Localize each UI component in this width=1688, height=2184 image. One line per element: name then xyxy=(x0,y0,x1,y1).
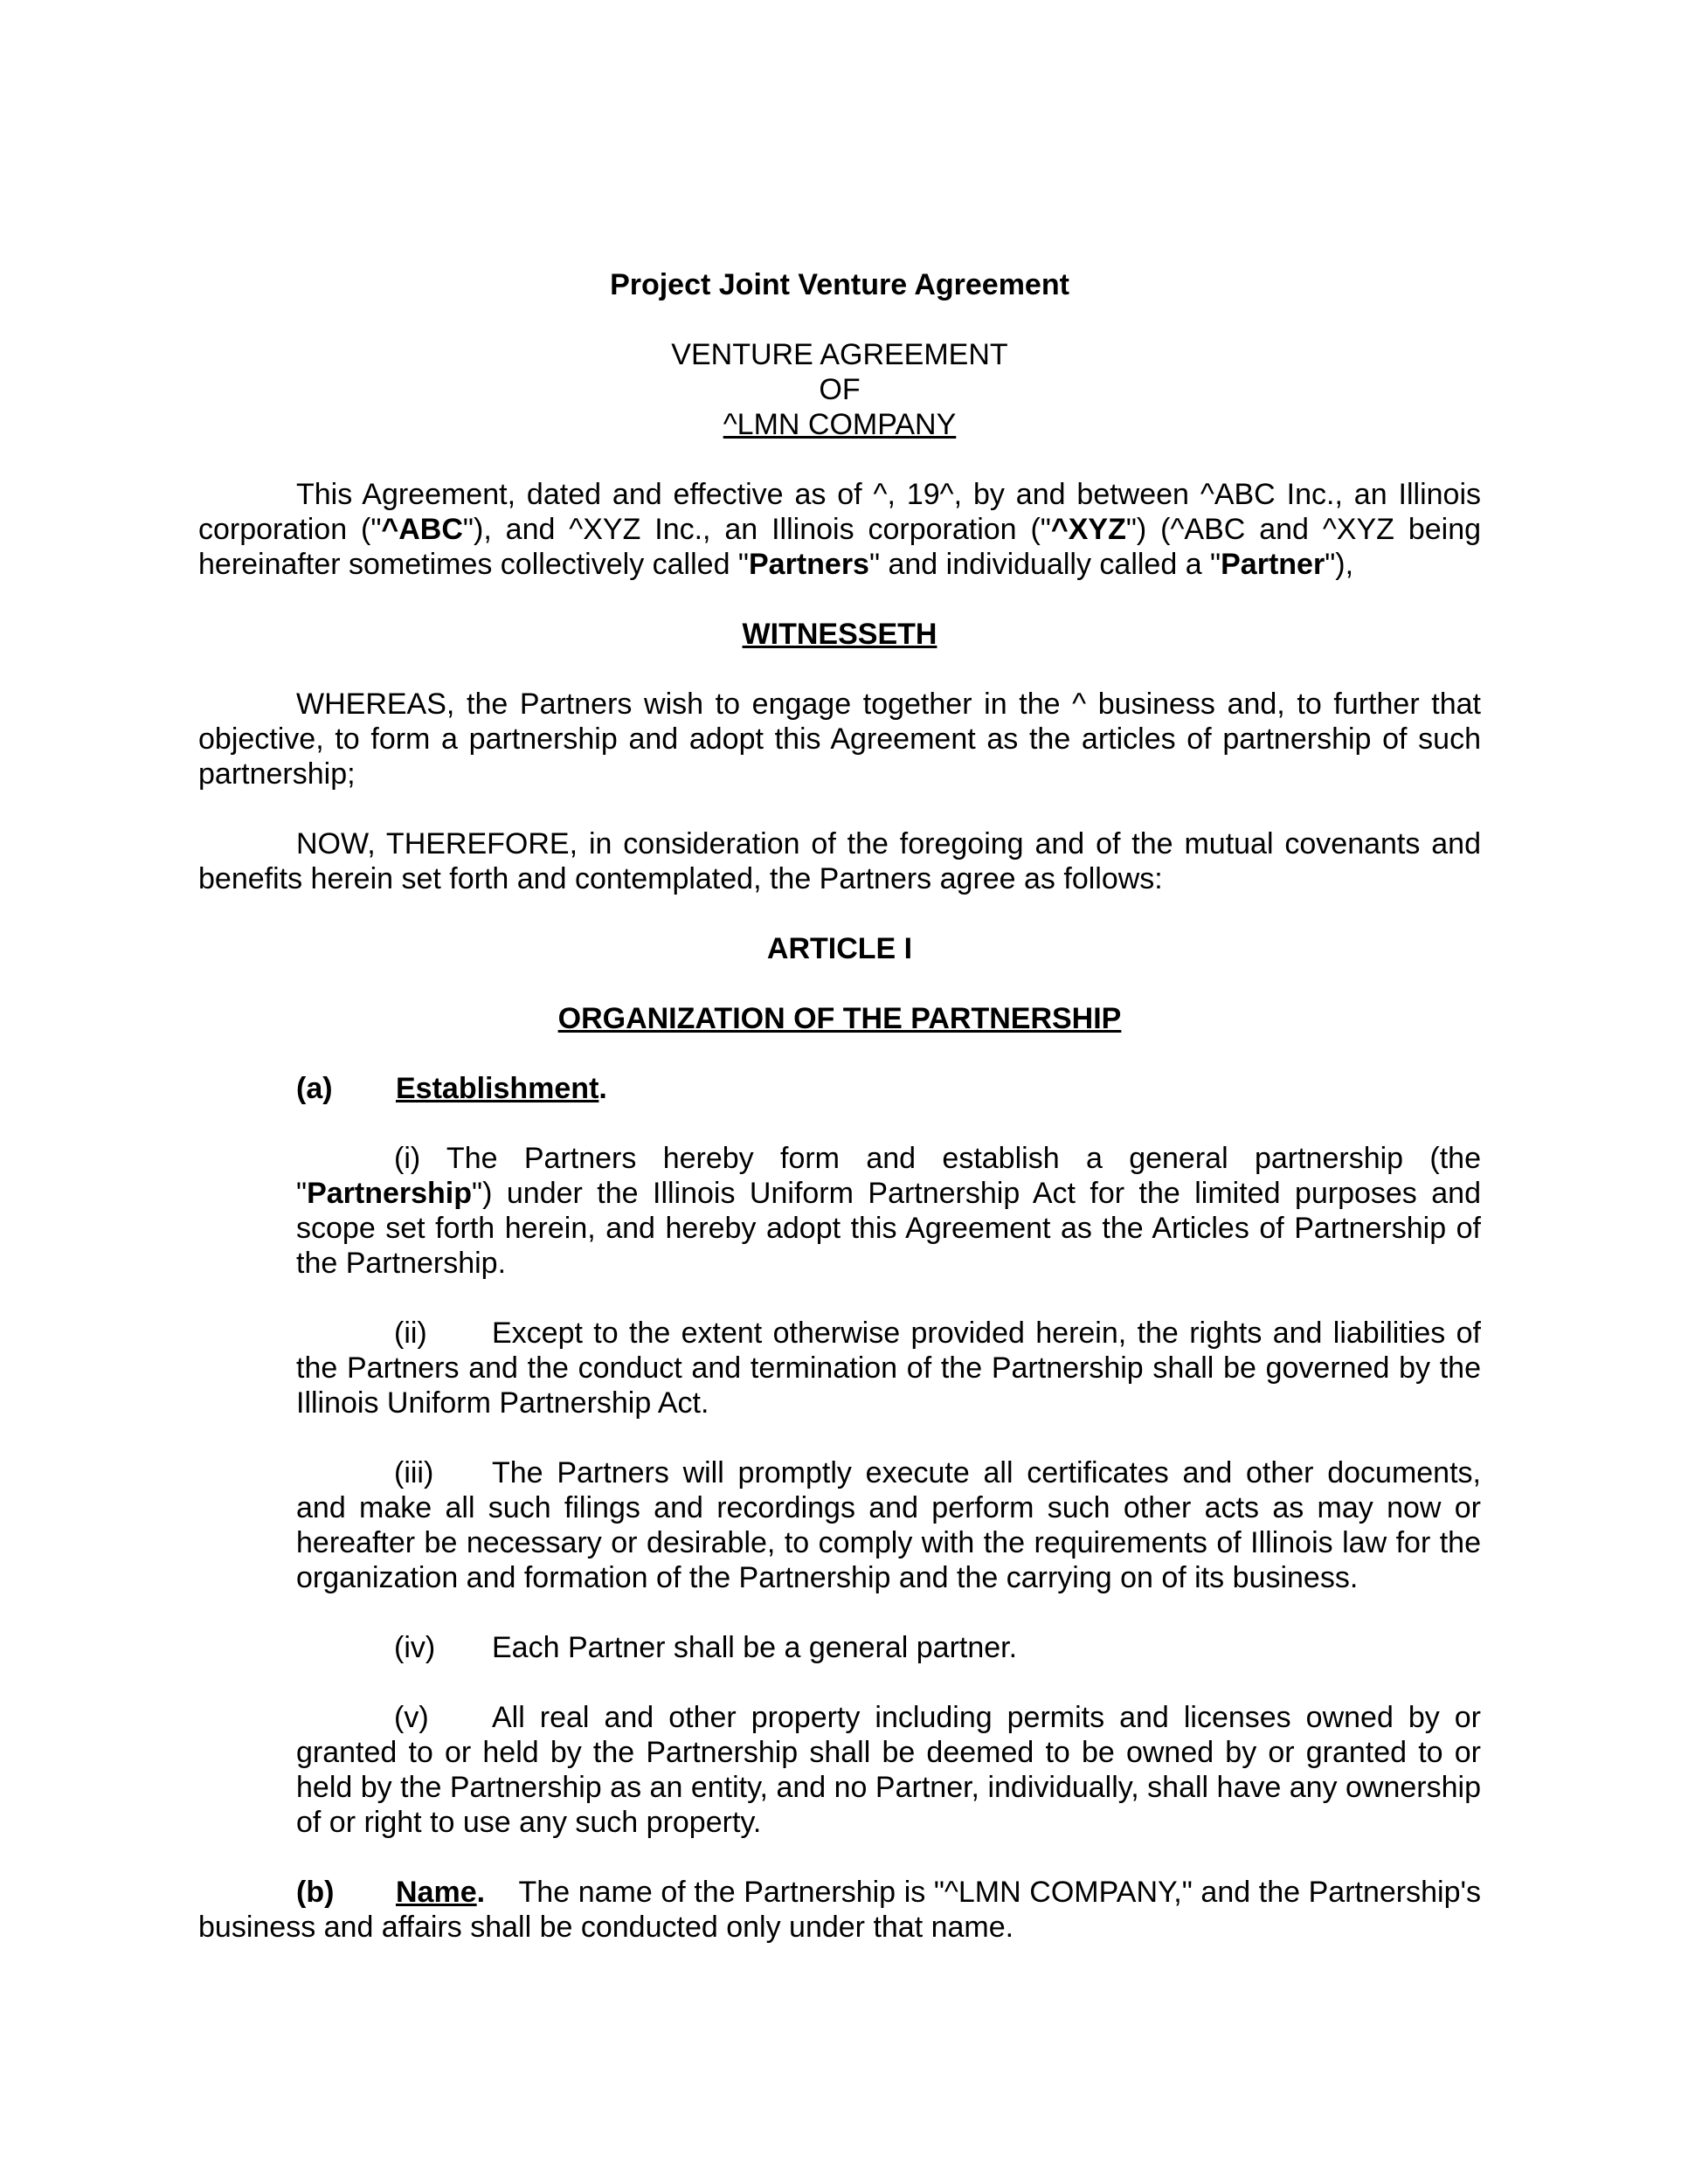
witnesseth-heading: WITNESSETH xyxy=(742,618,937,651)
preamble-paragraph: This Agreement, dated and effective as of ^, 19^, by and between ^ABC Inc., an Illinois corporation ("^ABC"), and ^XYZ Inc., an Illinois corporation ("^XYZ") (^ABC and ^XYZ being hereinafter sometimes collectively called "Partners" and individually called a "Partner"), xyxy=(198,478,1482,581)
clause-number: (iii) xyxy=(394,1456,434,1489)
section-a-title: Establishment xyxy=(396,1072,599,1105)
document-body xyxy=(198,267,1481,1945)
heading-line-1: VENTURE AGREEMENT xyxy=(671,338,1008,371)
section-a-heading: (a) Establishment. xyxy=(296,1072,607,1105)
clause-a-v: (v) All real and other property including permits and licenses owned by or granted to or held by the Partnership shall be deemed to be owned by or granted to or held by the Partnership as an entity, and no Partner, individually, shall have any ownership of or right to use any such property. xyxy=(296,1701,1481,1839)
section-b: (b) Name. The name of the Partnership is "^LMN COMPANY," and the Partnership's business and affairs shall be conducted only under that name. xyxy=(198,1876,1481,1944)
heading-line-2: OF xyxy=(819,373,861,406)
article-title: ORGANIZATION OF THE PARTNERSHIP xyxy=(557,1002,1122,1035)
clause-a-i: (i) The Partners hereby form and establish a general partnership (the "Partnership") under the Illinois Uniform Partnership Act for the limited purposes and scope set forth herein, and hereby adopt this Agreement as the Articles of Partnership of the Partnership. xyxy=(296,1142,1481,1280)
section-b-letter: (b) xyxy=(296,1876,335,1909)
clause-number: (iv) xyxy=(394,1631,436,1664)
heading-line-3: ^LMN COMPANY xyxy=(723,408,957,441)
clause-a-iii: (iii) The Partners will promptly execute all certificates and other documents, and make all such filings and recordings and perform such other acts as may now or hereafter be necessary or desirable, to comply with the requirements of Illinois law for the organization and formation of the Partnership and the carrying on of its business. xyxy=(296,1456,1481,1594)
section-b-title: Name xyxy=(396,1876,477,1909)
now-therefore-paragraph: NOW, THEREFORE, in consideration of the foregoing and of the mutual covenants and benefits herein set forth and contemplated, the Partners agree as follows: xyxy=(198,827,1481,895)
document-title: Project Joint Venture Agreement xyxy=(610,268,1069,301)
clause-a-iv: (iv) Each Partner shall be a general partner. xyxy=(394,1631,1018,1664)
article-number: ARTICLE I xyxy=(766,932,913,965)
clause-a-ii: (ii) Except to the extent otherwise provided herein, the rights and liabilities of the Partners and the conduct and termination of the Partnership shall be governed by the Illinois Uniform Partnership Act. xyxy=(296,1317,1481,1420)
whereas-paragraph: WHEREAS, the Partners wish to engage together in the ^ business and, to further that objective, to form a partnership and adopt this Agreement as the articles of partnership of such partnership; xyxy=(198,688,1481,791)
clause-number: (v) xyxy=(394,1701,429,1734)
clause-number: (ii) xyxy=(394,1317,427,1350)
